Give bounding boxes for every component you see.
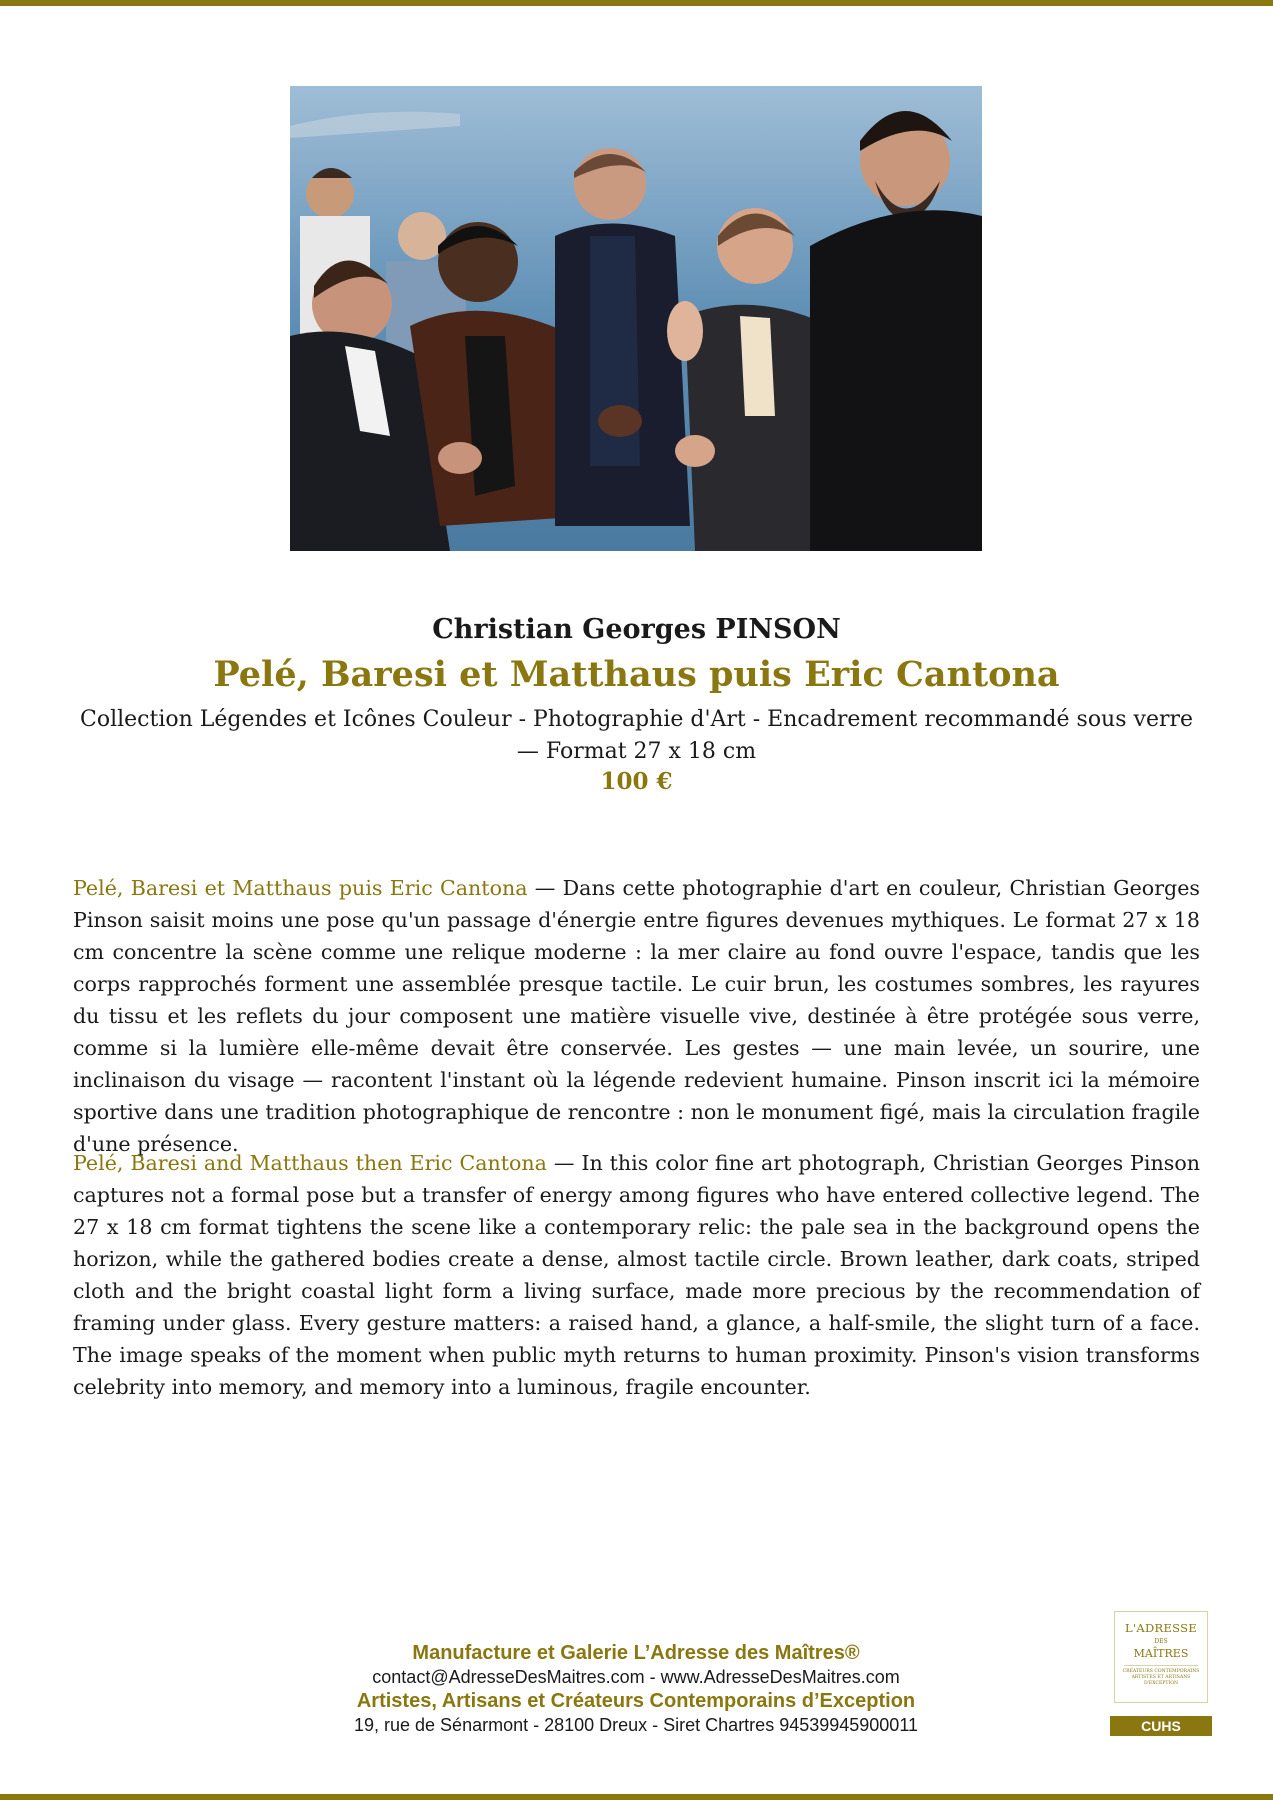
footer-tagline: Artistes, Artisans et Créateurs Contemporains d’Exception xyxy=(356,1690,916,1712)
logo-line-1: L'ADRESSE xyxy=(1124,1621,1198,1635)
top-border xyxy=(0,0,1273,6)
artwork-photo xyxy=(290,86,982,551)
description-french-text: — Dans cette photographie d'art en couleur, Christian Georges Pinson saisit moins une pose qu'un passage d'énergie entre figures devenues mythiques. Le format 27 x 18 cm concentre la scène comme une relique moderne : la mer claire au fond ouvre l'espace, tandis que les corps rapprochés forment une assemblée presque tactile. Le cuir brun, les costumes sombres, les rayures du tissu et les reflets du jour composent une matière visuelle vive, destinée à être protégée sous verre, comme si la lumière elle-même devait être conservée. Les gestes — une main levée, un sourire, une inclinaison du visage — racontent l'instant où la légende redevient humaine. Pinson inscrit ici la mémoire sportive dans une tradition photographique de rencontre : non le monument figé, mais la circulation fragile d'une présence. xyxy=(73,876,1200,1156)
footer-contact: contact@AdresseDesMaitres.com - www.AdresseDesMaitres.com xyxy=(372,1667,900,1687)
artwork-subtitle: Collection Légendes et Icônes Couleur - Photographie d'Art - Encadrement recommandé sous verre — Format 27 x 18 cm xyxy=(79,707,1194,764)
artwork-price: 100 € xyxy=(600,768,673,795)
artist-name: Christian Georges PINSON xyxy=(432,614,841,645)
description-french xyxy=(73,872,1200,1160)
logo-badge: CUHS xyxy=(1110,1716,1212,1736)
logo-line-2: DES xyxy=(1154,1638,1168,1645)
logo-divider xyxy=(1124,1665,1198,1666)
footer-address: 19, rue de Sénarmont - 28100 Dreux - Siret Chartres 94539945900011 xyxy=(353,1715,919,1735)
artwork-title: Pelé, Baresi et Matthaus puis Eric Cantona xyxy=(213,654,1060,695)
photo-illustration xyxy=(290,86,982,551)
footer xyxy=(300,1641,972,1737)
description-english xyxy=(73,1147,1200,1403)
logo-line-4: CRÉATEURS CONTEMPORAINS ARTISTES ET ARTISANS D'EXCEPTION xyxy=(1122,1669,1200,1686)
description-english-text: — In this color fine art photograph, Christian Georges Pinson captures not a formal pose but a transfer of energy among figures who have entered collective legend. The 27 x 18 cm format tightens the scene like a contemporary relic: the pale sea in the background opens the horizon, while the gathered bodies create a dense, almost tactile circle. Brown leather, dark coats, striped cloth and the bright coastal light form a living surface, made more precious by the recommendation of framing under glass. Every gesture matters: a raised hand, a glance, a half-smile, the slight turn of a face. The image speaks of the moment when public myth returns to human proximity. Pinson's vision transforms celebrity into memory, and memory into a luminous, fragile encounter. xyxy=(73,1151,1200,1399)
footer-gallery-name: Manufacture et Galerie L’Adresse des Maîtres® xyxy=(412,1642,860,1664)
bottom-border xyxy=(0,1794,1273,1800)
logo-line-3: MAÎTRES xyxy=(1133,1647,1189,1660)
description-french-lead: Pelé, Baresi et Matthaus puis Eric Cantona xyxy=(73,876,528,900)
description-english-lead: Pelé, Baresi and Matthaus then Eric Cantona xyxy=(73,1151,547,1175)
gallery-logo xyxy=(1114,1611,1208,1703)
